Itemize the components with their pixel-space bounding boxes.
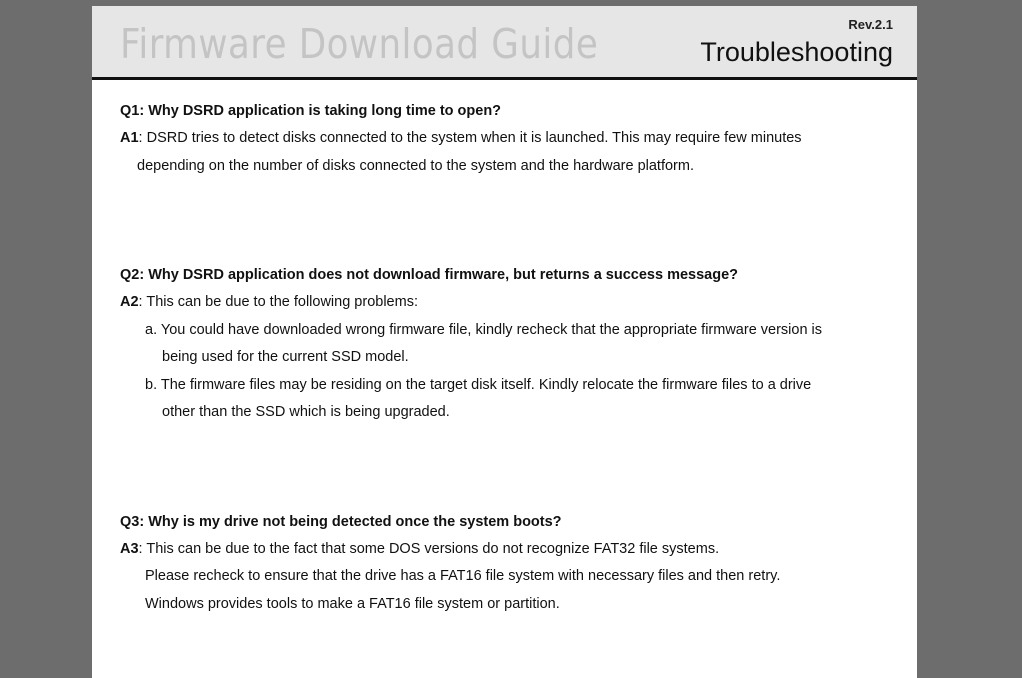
qa-block-2 bbox=[120, 262, 890, 427]
answer-2-text: : This can be due to the following problems: bbox=[138, 294, 418, 310]
answer-1-line-1 bbox=[120, 125, 890, 153]
document-page bbox=[92, 6, 917, 678]
answer-3-line-3: Windows provides tools to make a FAT16 file system or partition. bbox=[145, 595, 560, 612]
answer-2-line-1 bbox=[120, 289, 890, 317]
answer-1-text: : DSRD tries to detect disks connected to the system when it is launched. This may require few minutes bbox=[138, 130, 802, 146]
answer-3-line-2: Please recheck to ensure that the drive has a FAT16 file system with necessary files and then retry. bbox=[145, 568, 781, 584]
guide-title: Firmware Download Guide bbox=[120, 20, 599, 68]
answer-1-line-2: depending on the number of disks connected to the system and the hardware platform. bbox=[137, 157, 694, 174]
answer-2-label: A2 bbox=[120, 294, 139, 310]
page-content bbox=[120, 98, 890, 618]
qa-block-1 bbox=[120, 98, 890, 180]
answer-3-label: A3 bbox=[120, 540, 139, 557]
question-3: Q3: Why is my drive not being detected once the system boots? bbox=[120, 513, 562, 530]
page-header bbox=[92, 6, 917, 80]
answer-3-line-1 bbox=[120, 536, 890, 564]
answer-2-item-a-line-2: being used for the current SSD model. bbox=[162, 349, 409, 365]
question-1: Q1: Why DSRD application is taking long time to open? bbox=[120, 103, 502, 119]
answer-2-item-b-line-1: b. The firmware files may be residing on the target disk itself. Kindly relocate the firmware files to a drive bbox=[145, 376, 812, 393]
question-2: Q2: Why DSRD application does not download firmware, but returns a success message? bbox=[120, 267, 738, 283]
answer-3-text: : This can be due to the fact that some DOS versions do not recognize FAT32 file systems. bbox=[138, 540, 720, 557]
revision-label: Rev.2.1 bbox=[848, 17, 893, 32]
answer-2-item-a-line-1: a. You could have downloaded wrong firmware file, kindly recheck that the appropriate firmware version is bbox=[145, 321, 823, 338]
answer-1-label: A1 bbox=[120, 130, 139, 146]
answer-2-item-b-line-2: other than the SSD which is being upgraded. bbox=[162, 404, 450, 420]
qa-block-3 bbox=[120, 509, 890, 619]
section-title: Troubleshooting bbox=[700, 37, 893, 67]
